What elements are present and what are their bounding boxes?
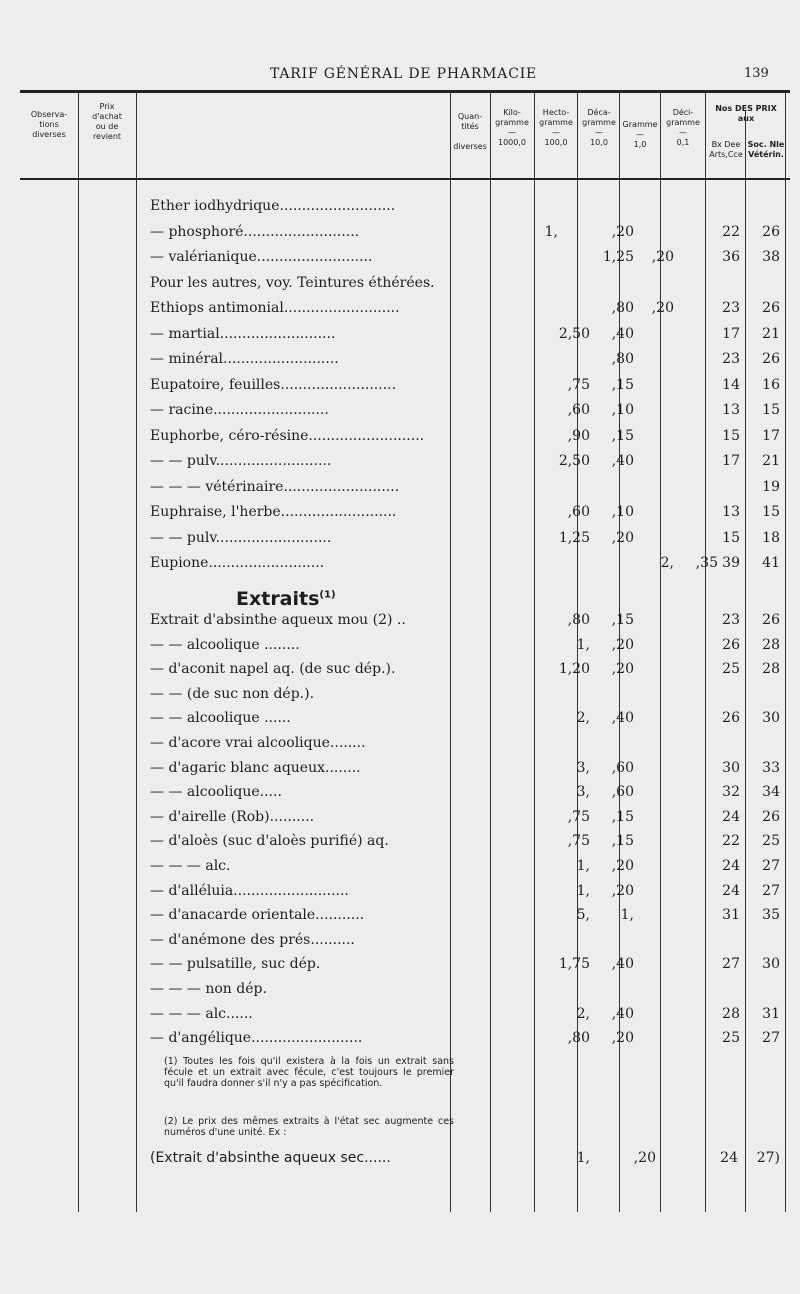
cell-arts: 23 <box>722 612 740 628</box>
table-row <box>0 784 800 806</box>
cell-deca: ,15 <box>611 612 634 628</box>
cell-hecto: 2, <box>576 1005 590 1022</box>
cell-arts: 24 <box>722 808 740 825</box>
cell-vet: 25 <box>762 833 780 850</box>
cell-hecto: 1, <box>576 858 590 874</box>
table-row <box>0 858 800 880</box>
cell-deca: ,60 <box>611 759 634 776</box>
cell-gramme: ,20 <box>651 300 674 316</box>
last-row <box>0 1150 800 1172</box>
cell-vet: 26 <box>762 612 780 628</box>
cell-hecto: 2,50 <box>558 453 590 469</box>
cell-arts: 15 <box>722 529 740 546</box>
row-label: — d'aloès (suc d'aloès purifié) aq. <box>150 833 389 850</box>
row-label: — — pulv.......................... <box>150 529 332 546</box>
row-label: — — pulsatille, suc dép. <box>150 956 321 973</box>
cell-arts: 15 <box>722 427 740 444</box>
cell-deca: ,15 <box>611 833 634 850</box>
col-prices-header: Nos DES PRIX aux <box>715 104 777 123</box>
col-kilogramme: Kilo- gramme — 1000,0 <box>495 108 529 147</box>
row-label: — — — alc. <box>150 858 231 874</box>
cell-gramme: 2, <box>660 555 674 571</box>
row-label: — d'anacarde orientale........... <box>150 907 365 924</box>
row-label: — phosphoré.......................... <box>150 223 360 240</box>
cell-hecto: 3, <box>576 759 590 776</box>
last-row-vet: 27) <box>756 1150 780 1166</box>
cell-deca: ,10 <box>611 402 634 418</box>
cell-hecto: 1,20 <box>558 661 590 678</box>
row-label: — — alcoolique..... <box>150 784 282 801</box>
cell-vet: 27 <box>762 1030 780 1047</box>
cell-arts: 17 <box>722 325 740 342</box>
footnote-mark: (1) <box>319 589 336 601</box>
cell-deca: ,40 <box>611 956 634 973</box>
cell-vet: 27 <box>762 882 780 899</box>
row-label: Extrait d'absinthe aqueux mou (2) .. <box>150 612 406 628</box>
row-label: Euphraise, l'herbe.......................... <box>150 504 397 520</box>
cell-vet: 28 <box>762 661 780 678</box>
cell-deca: ,40 <box>611 710 634 727</box>
cell-hecto: 3, <box>576 784 590 801</box>
cell-hecto: ,80 <box>567 1030 590 1047</box>
cell-deca: ,20 <box>611 661 634 678</box>
cell-hecto: ,75 <box>567 376 590 393</box>
cell-deca: ,40 <box>611 325 634 342</box>
cell-arts: 14 <box>722 376 740 393</box>
cell-hecto: 1,25 <box>558 529 590 546</box>
table-row <box>0 956 800 978</box>
cell-arts: 25 <box>722 661 740 678</box>
cell-vet: 19 <box>762 478 780 495</box>
cell-deca: ,20 <box>611 636 634 653</box>
cell-hecto: ,60 <box>567 402 590 418</box>
col-gramme: Gramme — 1,0 <box>622 120 658 149</box>
cell-deca: ,40 <box>611 453 634 469</box>
cell-vet: 26 <box>762 808 780 825</box>
row-label: Ethiops antimonial.......................... <box>150 300 400 316</box>
cell-deca: ,20 <box>611 858 634 874</box>
footnote-1: (1) Toutes les fois qu'il existera à la fois un extrait sans fécule et un extrait avec fécule, c'est toujours le premier qu'il faudra donner s'il n'y a pas spécification. <box>164 1056 454 1089</box>
cell-arts: 13 <box>722 504 740 520</box>
table-row <box>0 224 800 246</box>
row-label: Pour les autres, voy. Teintures éthérées. <box>150 274 435 291</box>
page-title: TARIF GÉNÉRAL DE PHARMACIE <box>270 66 538 82</box>
cell-deca: ,80 <box>611 351 634 367</box>
row-label: — d'acore vrai alcoolique........ <box>150 735 366 751</box>
cell-vet: 34 <box>762 784 780 801</box>
cell-vet: 30 <box>762 956 780 973</box>
cell-vet: 27 <box>762 858 780 874</box>
table-row <box>0 555 800 577</box>
row-label: Euphorbe, céro-résine.......................... <box>150 427 425 444</box>
last-row-label: (Extrait d'absinthe aqueux sec...... <box>150 1150 391 1166</box>
row-label: — d'angélique......................... <box>150 1030 363 1047</box>
table-row <box>0 883 800 905</box>
table-row <box>0 377 800 399</box>
last-row-hecto: 1, <box>576 1150 590 1166</box>
table-row <box>0 710 800 732</box>
cell-deca: ,15 <box>611 376 634 393</box>
last-row-deca: ,20 <box>633 1150 656 1166</box>
cell-arts: 13 <box>722 402 740 418</box>
table-row <box>0 326 800 348</box>
row-label: — — alcoolique ........ <box>150 636 300 653</box>
row-label: Eupione.......................... <box>150 555 325 571</box>
cell-vet: 15 <box>762 402 780 418</box>
row-label: — d'anémone des prés.......... <box>150 931 355 948</box>
row-label: — — — non dép. <box>150 981 267 997</box>
col-quantities: Quan- tités diverses <box>453 112 487 151</box>
cell-vet: 15 <box>762 504 780 520</box>
cell-deca: ,20 <box>611 1030 634 1047</box>
cell-hecto: 1,75 <box>558 956 590 973</box>
cell-vet: 31 <box>762 1005 780 1022</box>
cell-arts: 28 <box>722 1005 740 1022</box>
last-row-arts: 24 <box>720 1150 738 1166</box>
table-row <box>0 275 800 297</box>
cell-arts: 25 <box>722 1030 740 1047</box>
col-veterinary: Soc. Nle Vétérin. <box>747 140 785 159</box>
row-label: — d'alléluia.......................... <box>150 882 349 899</box>
table-row <box>0 1006 800 1028</box>
page-number: 139 <box>744 66 769 81</box>
cell-arts: 36 <box>722 249 740 265</box>
cell-deca: ,20 <box>611 223 634 240</box>
col-decigramme: Déci- gramme — 0,1 <box>666 108 700 147</box>
cell-vet: 21 <box>762 325 780 342</box>
cell-gramme: ,20 <box>651 249 674 265</box>
row-label: — — alcoolique ...... <box>150 710 291 727</box>
cell-hecto: 5, <box>576 907 590 924</box>
cell-arts: 31 <box>722 907 740 924</box>
cell-hecto: ,60 <box>567 504 590 520</box>
cell-arts: 26 <box>722 710 740 727</box>
cell-vet: 30 <box>762 710 780 727</box>
table-row <box>0 735 800 757</box>
section-title-text: Extraits <box>236 588 320 610</box>
row-label: — — — vétérinaire.......................... <box>150 478 400 495</box>
cell-arts: 24 <box>722 882 740 899</box>
row-label: — minéral.......................... <box>150 351 339 367</box>
section-title <box>236 588 336 610</box>
cell-deca: ,15 <box>611 808 634 825</box>
cell-deca: ,20 <box>611 882 634 899</box>
table-row <box>0 661 800 683</box>
cell-vet: 21 <box>762 453 780 469</box>
cell-vet: 28 <box>762 636 780 653</box>
cell-vet: 26 <box>762 300 780 316</box>
row-label: — — pulv.......................... <box>150 453 332 469</box>
table-row <box>0 530 800 552</box>
col-hectogramme: Hecto- gramme — 100,0 <box>539 108 573 147</box>
cell-kilo: 1, <box>544 223 558 240</box>
col-arts: Bx Dee Arts,Cce <box>709 140 743 159</box>
table-row <box>0 612 800 634</box>
table-row <box>0 760 800 782</box>
footnote-2: (2) Le prix des mêmes extraits à l'état sec augmente ces numéros d'une unité. Ex : <box>164 1116 454 1138</box>
table-row <box>0 402 800 424</box>
cell-hecto: ,80 <box>567 612 590 628</box>
cell-vet: 35 <box>762 907 780 924</box>
table-row <box>0 504 800 526</box>
row-label: — d'aconit napel aq. (de suc dép.). <box>150 661 396 678</box>
cell-hecto: 1, <box>576 636 590 653</box>
col-decagramme: Déca- gramme — 10,0 <box>582 108 616 147</box>
cell-arts: 17 <box>722 453 740 469</box>
row-label: — d'airelle (Rob).......... <box>150 808 315 825</box>
row-label: — — (de suc non dép.). <box>150 685 315 702</box>
cell-arts: 22 <box>722 833 740 850</box>
table-row <box>0 453 800 475</box>
cell-vet: 17 <box>762 427 780 444</box>
cell-vet: 33 <box>762 759 780 776</box>
cell-vet: 38 <box>762 249 780 265</box>
cell-deca: ,20 <box>611 529 634 546</box>
row-label: Ether iodhydrique.......................... <box>150 198 396 214</box>
cell-hecto: 2, <box>576 710 590 727</box>
cell-arts: 26 <box>722 636 740 653</box>
cell-vet: 26 <box>762 351 780 367</box>
cell-deca: 1,25 <box>602 249 634 265</box>
row-label: — — — alc...... <box>150 1005 253 1022</box>
cell-hecto: ,75 <box>567 833 590 850</box>
cell-deca: ,60 <box>611 784 634 801</box>
cell-arts: 23 <box>722 300 740 316</box>
cell-arts: 39 <box>722 555 740 571</box>
cell-arts: 27 <box>722 956 740 973</box>
cell-deca: ,80 <box>611 300 634 316</box>
cell-arts: 22 <box>722 223 740 240</box>
cell-vet: 18 <box>762 529 780 546</box>
cell-vet: 16 <box>762 376 780 393</box>
row-label: Eupatoire, feuilles.......................... <box>150 376 397 393</box>
cell-vet: 26 <box>762 223 780 240</box>
table-row <box>0 907 800 929</box>
row-label: — martial.......................... <box>150 325 336 342</box>
table-row <box>0 981 800 1003</box>
table-row <box>0 249 800 271</box>
cell-hecto: 1, <box>576 882 590 899</box>
row-label: — valérianique.......................... <box>150 249 373 265</box>
table-row <box>0 686 800 708</box>
cell-deci: ,35 <box>695 555 718 571</box>
cell-deca: 1, <box>620 907 634 924</box>
row-label: — racine.......................... <box>150 402 329 418</box>
table-row <box>0 932 800 954</box>
cell-arts: 30 <box>722 759 740 776</box>
cell-arts: 32 <box>722 784 740 801</box>
cell-arts: 24 <box>722 858 740 874</box>
table-row <box>0 809 800 831</box>
table-row <box>0 637 800 659</box>
row-label: — d'agaric blanc aqueux........ <box>150 759 361 776</box>
cell-deca: ,15 <box>611 427 634 444</box>
cell-vet: 41 <box>762 555 780 571</box>
table-row <box>0 1030 800 1052</box>
col-observations: Observa- tions diverses <box>30 110 68 139</box>
table-row <box>0 428 800 450</box>
table-row <box>0 351 800 373</box>
table-row <box>0 300 800 322</box>
col-purchase-price: Prix d'achat ou de revient <box>92 102 122 141</box>
cell-deca: ,40 <box>611 1005 634 1022</box>
table-row <box>0 198 800 220</box>
cell-hecto: ,90 <box>567 427 590 444</box>
table-row <box>0 833 800 855</box>
cell-arts: 23 <box>722 351 740 367</box>
cell-deca: ,10 <box>611 504 634 520</box>
table-row <box>0 479 800 501</box>
cell-hecto: 2,50 <box>558 325 590 342</box>
cell-hecto: ,75 <box>567 808 590 825</box>
